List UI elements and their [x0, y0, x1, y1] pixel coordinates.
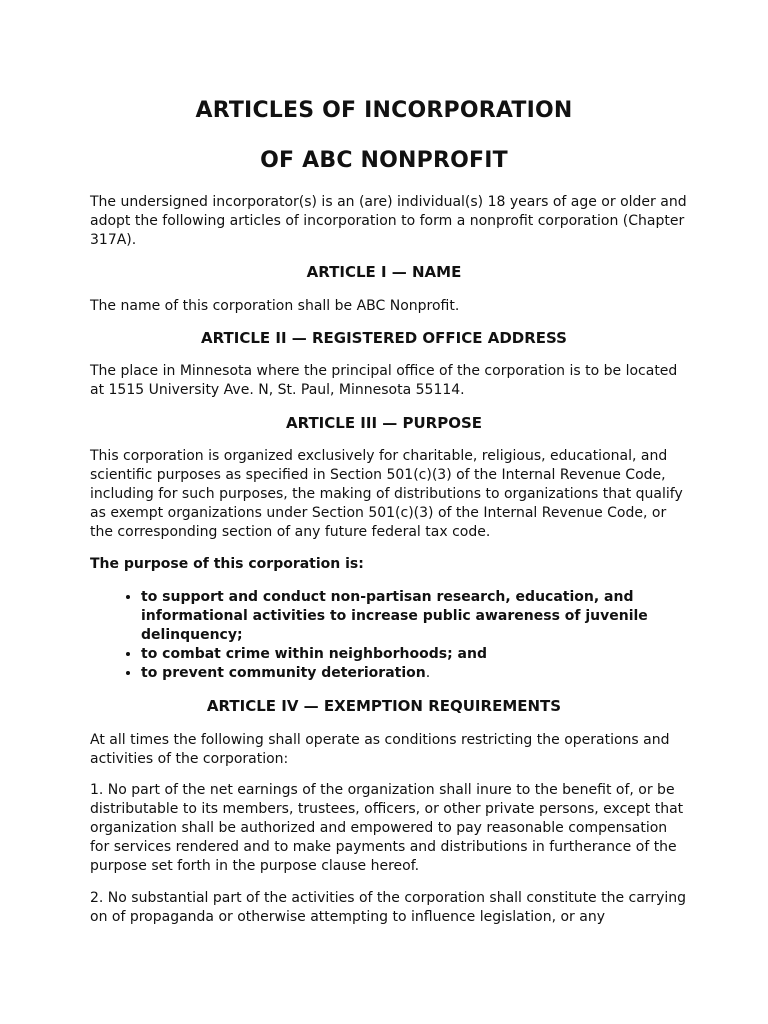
document-title-line1: ARTICLES OF INCORPORATION: [195, 98, 573, 123]
purpose-item: [141, 664, 701, 683]
purpose-item-text: to prevent community deterioration: [141, 665, 426, 681]
article2-body: The place in Minnesota where the principal office of the corporation is to be located at 1515 University Ave. N, St. Paul, Minnesota 55114.: [90, 363, 678, 398]
purpose-item-period: .: [425, 665, 431, 681]
purpose-item: • to combat crime within neighborhoods; and: [141, 645, 701, 664]
article4-heading: ARTICLE IV — EXEMPTION REQUIREMENTS: [206, 697, 562, 715]
purpose-item: • to support and conduct non-partisan research, education, and informational activities to increase public awareness of juvenile delinquency;: [141, 588, 701, 645]
article3-body: This corporation is organized exclusively for charitable, religious, educational, and scientific purposes as specified in Section 501(c)(3) of the Internal Revenue Code, including for such purposes, the making of distributions to organizations that qualify as exempt organizations under Section 501(c)(3) of the Internal Revenue Code, or the corresponding section of any future federal tax code.: [90, 448, 683, 540]
article4-intro: At all times the following shall operate as conditions restricting the operations and activities of the corporation:: [90, 732, 670, 767]
article1-body: The name of this corporation shall be ABC Nonprofit.: [90, 298, 460, 314]
article2-heading: ARTICLE II — REGISTERED OFFICE ADDRESS: [201, 329, 567, 347]
intro-paragraph: The undersigned incorporator(s) is an (are) individual(s) 18 years of age or older and adopt the following articles of incorporation to form a nonprofit corporation (Chapter 317A).: [90, 194, 687, 248]
article1-heading: ARTICLE I — NAME: [306, 263, 462, 281]
article3-heading: ARTICLE III — PURPOSE: [285, 414, 483, 432]
purpose-intro: The purpose of this corporation is:: [90, 556, 364, 572]
article4-item2: 2. No substantial part of the activities of the corporation shall constitute the carrying on of propaganda or otherwise attempting to influence legislation, or any: [90, 890, 687, 925]
article4-item1: 1. No part of the net earnings of the organization shall inure to the benefit of, or be distributable to its members, trustees, officers, or other private persons, except that organization shall be authorized and empowered to pay reasonable compensation for services rendered and to make payments and distributions in furtherance of the purpose set forth in the purpose clause hereof.: [90, 782, 684, 874]
purpose-list: [112, 588, 701, 683]
document-title-line2: OF ABC NONPROFIT: [260, 148, 508, 173]
